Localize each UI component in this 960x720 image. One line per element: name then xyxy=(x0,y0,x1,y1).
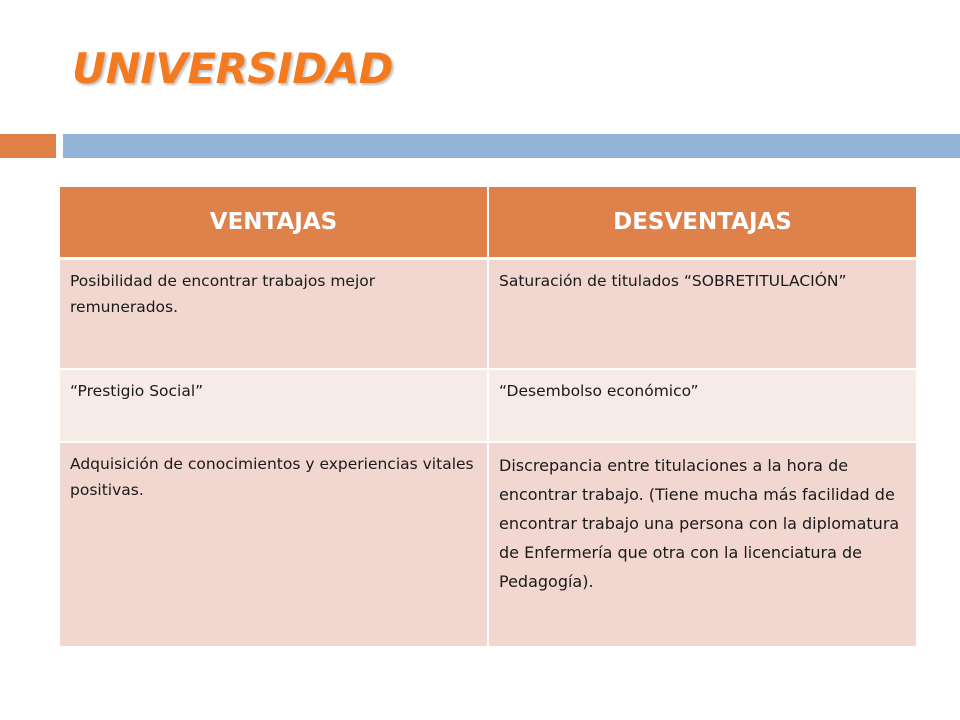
accent-bar-orange xyxy=(0,134,56,158)
slide-title: UNIVERSIDAD xyxy=(72,44,394,93)
comparison-table xyxy=(60,187,916,648)
table-cell-ventaja: “Prestigio Social” xyxy=(60,369,488,442)
table-cell-desventaja: Discrepancia entre titulaciones a la hora de encontrar trabajo. (Tiene mucha más facilidad de encontrar trabajo una persona con la diplomatura de Enfermería que otra con la licenciatura de Pedagogía). xyxy=(488,442,916,647)
table-cell-ventaja: Posibilidad de encontrar trabajos mejor remunerados. xyxy=(60,259,488,370)
table-cell-ventaja: Adquisición de conocimientos y experiencias vitales positivas. xyxy=(60,442,488,647)
header-ventajas: VENTAJAS xyxy=(60,187,488,259)
table-row xyxy=(60,259,916,370)
table-cell-desventaja: Saturación de titulados “SOBRETITULACIÓN” xyxy=(488,259,916,370)
accent-bar-blue xyxy=(63,134,960,158)
table-header-row xyxy=(60,187,916,259)
table-cell-desventaja: “Desembolso económico” xyxy=(488,369,916,442)
table-row xyxy=(60,442,916,647)
header-desventajas: DESVENTAJAS xyxy=(488,187,916,259)
table-row xyxy=(60,369,916,442)
